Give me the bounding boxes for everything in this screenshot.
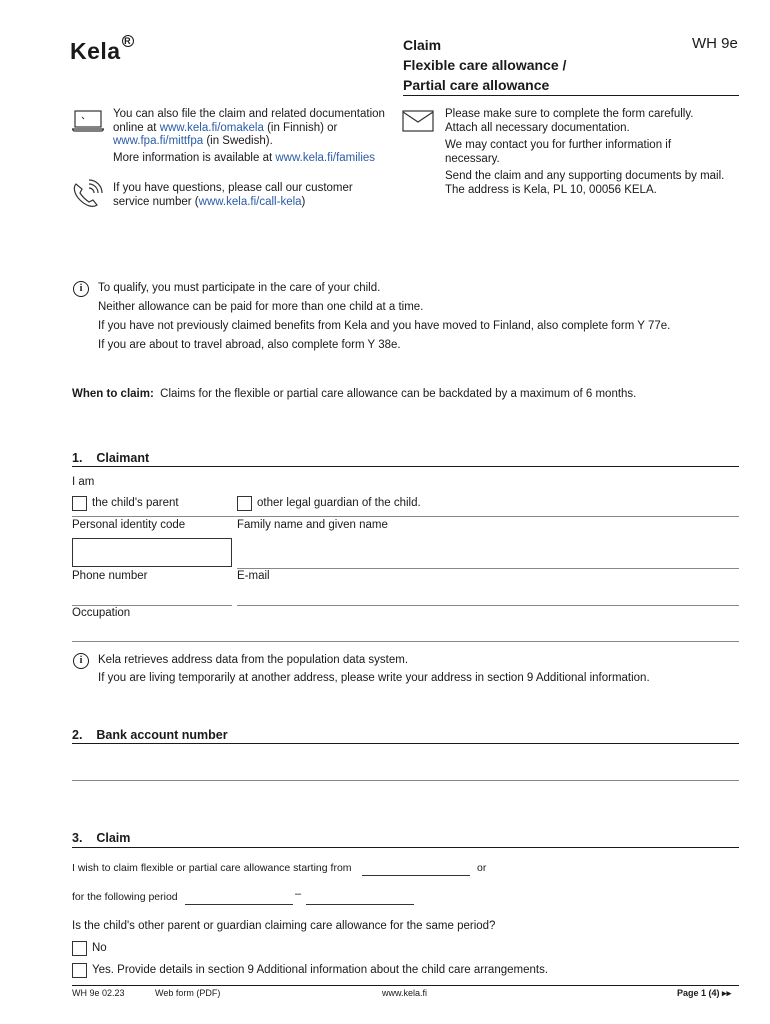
yes-label: Yes. Provide details in section 9 Additional information about the child care arrangements. xyxy=(92,964,549,976)
footer-site: www.kela.fi xyxy=(382,988,428,998)
no-checkbox[interactable] xyxy=(72,941,87,956)
info-icon: i xyxy=(73,281,89,297)
address-note: Kela retrieves address data from the population data system. If you are living temporarily at another address, please write your address in section 9 Additional information. xyxy=(98,654,650,684)
section-3-rule xyxy=(72,847,739,848)
start-label: I wish to claim flexible or partial care allowance starting from xyxy=(72,862,352,874)
bank-account-input[interactable] xyxy=(72,746,739,781)
header-rule xyxy=(403,95,739,96)
parent-checkbox[interactable] xyxy=(72,496,87,511)
families-link[interactable]: www.kela.fi/families xyxy=(275,151,376,164)
occupation-input[interactable] xyxy=(72,621,739,642)
footer-type: Web form (PDF) xyxy=(155,988,221,998)
period-start-input[interactable] xyxy=(185,891,293,905)
phone-input[interactable] xyxy=(72,584,232,606)
phone-icon xyxy=(70,178,104,212)
call-kela-link[interactable]: www.kela.fi/call-kela xyxy=(198,195,302,208)
footer-page: Page 1 (4) ▸▸ xyxy=(677,988,732,998)
period-label: for the following period xyxy=(72,891,178,903)
personal-id-input[interactable] xyxy=(72,538,232,567)
next-page-icon[interactable]: ▸▸ xyxy=(722,988,732,998)
yes-checkbox[interactable] xyxy=(72,963,87,978)
no-label: No xyxy=(92,942,107,954)
section-3-heading: 3. Claim xyxy=(72,831,131,845)
mail-info: Please make sure to complete the form carefully. Attach all necessary documentation. We may contact you for further information if necessary. Send the claim and any supporting documents by mail. The address is Kela, PL 10, 00056 KELA. xyxy=(445,108,725,196)
name-input[interactable] xyxy=(237,538,739,569)
name-label: Family name and given name xyxy=(237,519,388,531)
or-label: or xyxy=(477,862,487,874)
guardian-label: other legal guardian of the child. xyxy=(257,497,421,509)
other-parent-question: Is the child's other parent or guardian claiming care allowance for the same period? xyxy=(72,920,496,932)
qualification-info: To qualify, you must participate in the care of your child. Neither allowance can be paid for more than one child at a time. If you have not previously claimed benefits from Kela and you have moved to Finland, also complete form Y 77e. If you are about to travel abroad, also complete form Y 38e. xyxy=(98,282,671,351)
pic-label: Personal identity code xyxy=(72,519,186,531)
divider xyxy=(72,516,739,517)
parent-label: the child's parent xyxy=(92,497,179,509)
laptop-icon xyxy=(72,110,104,132)
form-code: WH 9e xyxy=(692,35,738,52)
form-title: Claim Flexible care allowance / Partial care allowance xyxy=(403,37,567,93)
kela-logo: Kela $^R$ xyxy=(70,38,134,65)
envelope-icon xyxy=(402,110,434,132)
when-to-claim: When to claim: Claims for the flexible or partial care allowance can be backdated by a maximum of 6 months. xyxy=(72,388,637,400)
phone-label: Phone number xyxy=(72,570,148,582)
section-1-heading: 1. Claimant xyxy=(72,451,150,465)
omakela-link[interactable]: www.kela.fi/omakela xyxy=(159,121,264,134)
section-2-heading: 2. Bank account number xyxy=(72,728,228,742)
i-am-label: I am xyxy=(72,476,95,488)
section-1-rule xyxy=(72,466,739,467)
section-2-rule xyxy=(72,743,739,744)
footer-code: WH 9e 02.23 xyxy=(72,988,125,998)
email-input[interactable] xyxy=(237,584,739,606)
guardian-checkbox[interactable] xyxy=(237,496,252,511)
online-info: You can also file the claim and related documentation online at www.kela.fi/omakela (in Finnish) or www.fpa.fi/mittfpa (in Swedish). More information is available at www.kela.fi/families xyxy=(113,108,385,164)
email-label: E-mail xyxy=(237,570,270,582)
mittfpa-link[interactable]: www.fpa.fi/mittfpa xyxy=(113,135,204,147)
info-icon: i xyxy=(73,653,89,669)
period-dash: – xyxy=(295,888,302,900)
start-date-input[interactable] xyxy=(362,862,470,876)
period-end-input[interactable] xyxy=(306,891,414,905)
registered-mark: R xyxy=(122,35,134,47)
occupation-label: Occupation xyxy=(72,607,131,619)
phone-info: If you have questions, please call our customer service number (www.kela.fi/call-kela) xyxy=(113,182,353,208)
footer-rule xyxy=(72,985,739,986)
